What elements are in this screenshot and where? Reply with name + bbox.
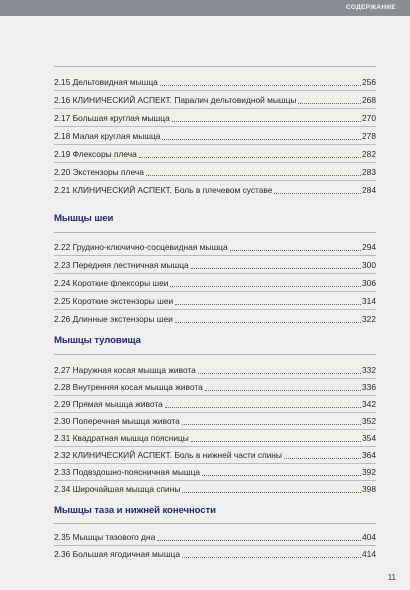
toc-entry-page: 398 [362,484,376,494]
toc-entry-page: 278 [362,131,376,141]
toc-entry-page: 256 [362,77,376,87]
toc-entry-title: 2.17 Большая круглая мышца [54,113,170,123]
toc-entry[interactable] [54,241,376,257]
dot-leader [162,139,361,140]
toc-entry-page: 352 [362,416,376,426]
toc-entry[interactable] [54,466,376,482]
toc-entry[interactable] [54,148,376,164]
toc-entry-title: 2.20 Экстензоры плеча [54,167,144,177]
toc-entry-title: 2.22 Грудино-ключично-сосцевидная мышца [54,242,228,252]
toc-entry-page: 270 [362,113,376,123]
row-rule [54,126,376,127]
toc-entry-page: 314 [362,296,376,306]
toc-entry-page: 336 [362,382,376,392]
header-label: СОДЕРЖАНИЕ [346,4,396,11]
toc-entry[interactable] [54,483,376,499]
dot-leader [205,390,361,391]
toc-entry-page: 354 [362,433,376,443]
header-bar [0,0,410,16]
toc-entry-page: 306 [362,278,376,288]
dot-leader [175,304,361,305]
toc-entry[interactable] [54,130,376,146]
toc-entry-page: 284 [362,185,376,195]
toc-entry[interactable] [54,432,376,448]
toc-entry-title: 2.25 Короткие экстензоры шеи [54,296,174,306]
row-rule [54,429,376,430]
row-rule [54,162,376,163]
group-rule [54,66,376,67]
toc-entry-page: 283 [362,167,376,177]
page-number: 11 [387,573,396,582]
row-rule [54,108,376,109]
toc-entry-title: 2.15 Дельтовидная мышца [54,77,158,87]
toc-entry-page: 332 [362,365,376,375]
toc-entry-title: 2.28 Внутренняя косая мышца живота [54,382,203,392]
dot-leader [230,250,361,251]
toc-entry[interactable] [54,381,376,397]
row-rule [54,545,376,546]
row-rule [54,378,376,379]
toc-entry[interactable] [54,364,376,380]
dot-leader [182,557,361,558]
row-rule [54,480,376,481]
dot-leader [160,85,361,86]
toc-entry[interactable] [54,449,376,465]
dot-leader [170,286,361,287]
toc-entry-title: 2.34 Широчайшая мышца спины [54,484,181,494]
group-rule [54,523,376,524]
toc-entry[interactable] [54,313,376,329]
toc-entry[interactable] [54,112,376,128]
dot-leader [157,540,361,541]
toc-entry-page: 282 [362,149,376,159]
toc-entry-page: 300 [362,260,376,270]
row-rule [54,255,376,256]
toc-entry-title: 2.35 Мышцы тазового дна [54,532,156,542]
dot-leader [175,322,361,323]
group-rule [54,232,376,233]
dot-leader [298,103,361,104]
section-title-trunk: Мышцы туловища [54,335,141,346]
toc-entry[interactable] [54,415,376,431]
row-rule [54,90,376,91]
row-rule [54,144,376,145]
row-rule [54,291,376,292]
toc-entry[interactable] [54,76,376,92]
toc-entry[interactable] [54,166,376,182]
toc-entry[interactable] [54,94,376,110]
toc-entry[interactable] [54,295,376,311]
row-rule [54,463,376,464]
toc-entry-title: 2.24 Короткие флексоры шеи [54,278,169,288]
toc-entry-title: 2.33 Подвздошно-поясничная мышца [54,467,201,477]
toc-entry-title: 2.21 КЛИНИЧЕСКИЙ АСПЕКТ. Боль в плечевом суставе [54,185,273,195]
toc-entry-page: 294 [362,242,376,252]
dot-leader [182,492,361,493]
toc-entry-page: 404 [362,532,376,542]
toc-entry[interactable] [54,184,376,200]
toc-entry-title: 2.18 Малая круглая мышца [54,131,161,141]
toc-entry-title: 2.26 Длинные экстензоры шеи [54,314,173,324]
toc-entry-page: 414 [362,549,376,559]
dot-leader [191,268,361,269]
dot-leader [198,373,361,374]
group-rule [54,354,376,355]
toc-entry[interactable] [54,548,376,564]
toc-entry-page: 342 [362,399,376,409]
toc-entry-title: 2.31 Квадратная мышца поясницы [54,433,189,443]
dot-leader [182,424,361,425]
toc-entry-page: 268 [362,95,376,105]
dot-leader [191,441,361,442]
toc-entry-page: 364 [362,450,376,460]
dot-leader [274,193,361,194]
dot-leader [284,458,361,459]
toc-entry-title: 2.30 Поперечная мышца живота [54,416,180,426]
toc-entry-title: 2.19 Флексоры плеча [54,149,137,159]
toc-entry-title: 2.16 КЛИНИЧЕСКИЙ АСПЕКТ. Паралич дельтовидной мышцы [54,95,297,105]
section-title-neck: Мышцы шеи [54,213,114,224]
dot-leader [202,475,361,476]
row-rule [54,395,376,396]
dot-leader [165,407,361,408]
toc-entry[interactable] [54,277,376,293]
toc-entry[interactable] [54,398,376,414]
toc-entry-page: 322 [362,314,376,324]
toc-entry[interactable] [54,531,376,547]
dot-leader [146,175,361,176]
toc-entry-title: 2.32 КЛИНИЧЕСКИЙ АСПЕКТ. Боль в нижней части спины [54,450,282,460]
row-rule [54,273,376,274]
toc-entry-title: 2.23 Передняя лестничная мышца [54,260,189,270]
dot-leader [139,157,361,158]
row-rule [54,309,376,310]
dot-leader [172,121,361,122]
row-rule [54,446,376,447]
section-title-pelvis-lower-limb: Мышцы таза и нижней конечности [54,505,216,516]
toc-entry-title: 2.27 Наружная косая мышца живота [54,365,196,375]
toc-entry-page: 392 [362,467,376,477]
toc-entry[interactable] [54,259,376,275]
row-rule [54,180,376,181]
row-rule [54,412,376,413]
toc-entry-title: 2.36 Большая ягодичная мышца [54,549,180,559]
toc-entry-title: 2.29 Прямая мышца живота [54,399,163,409]
